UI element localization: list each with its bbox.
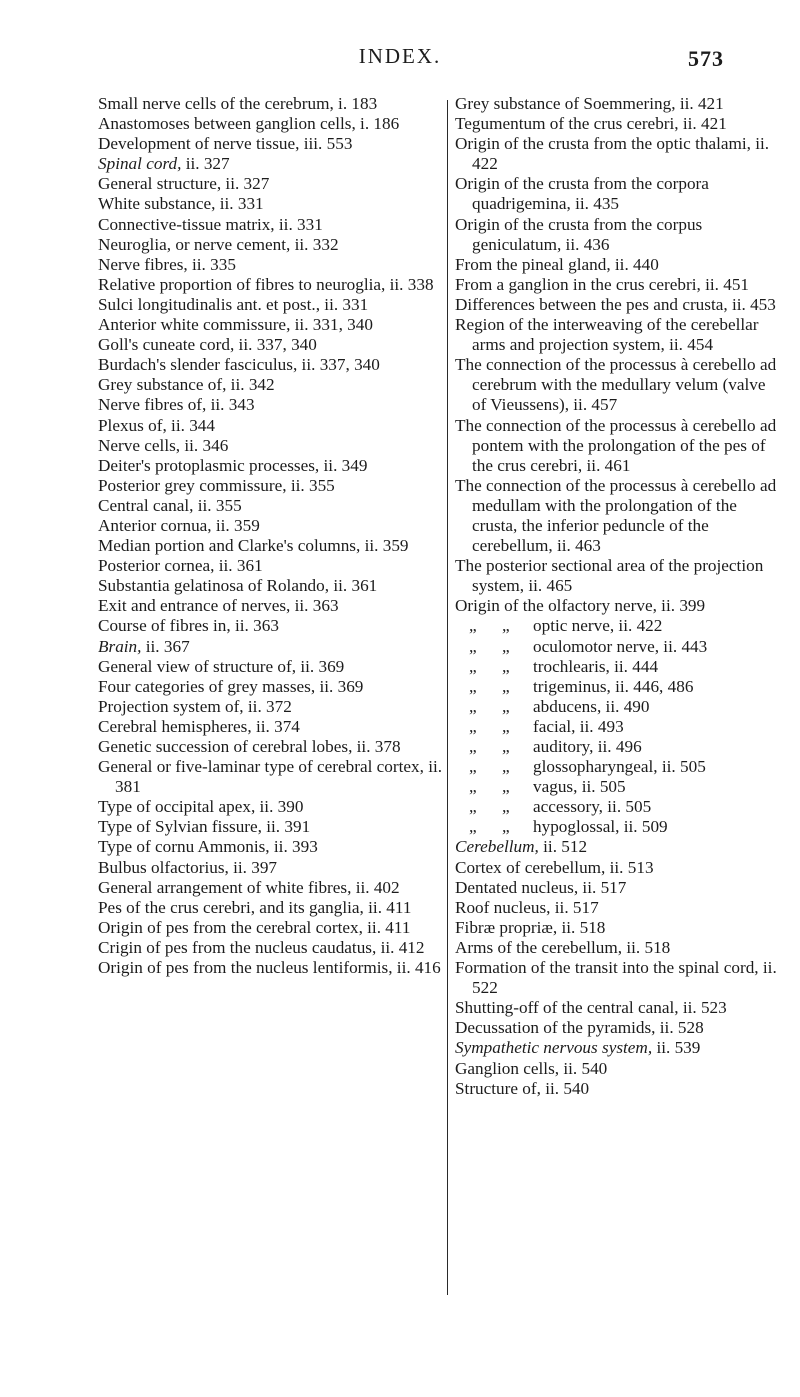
index-entry	[98, 757, 446, 797]
ditto-mark: „	[469, 636, 477, 656]
index-entry	[455, 476, 783, 556]
index-entry	[455, 1079, 783, 1099]
entry-text: Bulbus olfactorius, ii. 397	[98, 857, 278, 877]
ditto-mark: „	[502, 777, 510, 797]
index-entry	[98, 938, 446, 958]
heading-term: Spinal cord,	[98, 154, 182, 174]
entry-text: Crigin of pes from the nucleus caudatus, ii. 412	[98, 937, 425, 957]
entry-text: Deiter's protoplasmic processes, ii. 349	[98, 455, 368, 475]
ditto-mark: „	[469, 676, 477, 696]
entry-text: Anterior cornua, ii. 359	[98, 515, 260, 535]
entry-text: Nerve fibres of, ii. 343	[98, 395, 255, 415]
index-entry	[98, 476, 446, 496]
index-entry	[98, 576, 446, 596]
ditto-mark: „	[469, 656, 477, 676]
index-entry	[455, 295, 783, 315]
index-entry	[98, 918, 446, 938]
entry-text: accessory, ii. 505	[533, 797, 652, 817]
entry-text: Connective-tissue matrix, ii. 331	[98, 214, 323, 234]
index-entry	[98, 315, 446, 335]
index-entry	[98, 536, 446, 556]
ditto-mark: „	[469, 696, 477, 716]
page-header	[0, 44, 800, 84]
entry-text: ii. 512	[538, 837, 588, 857]
entry-text: Anastomoses between ganglion cells, i. 186	[98, 114, 400, 134]
index-entry	[455, 134, 783, 174]
entry-text: General structure, ii. 327	[98, 174, 270, 194]
index-entry	[98, 556, 446, 576]
heading-term: Sympathetic nervous system,	[455, 1038, 653, 1058]
index-entry	[98, 134, 446, 154]
index-entry	[98, 958, 446, 978]
index-entry	[98, 215, 446, 235]
entry-text: Origin of the crusta from the corpus geniculatum, ii. 436	[455, 214, 703, 254]
index-entry	[98, 898, 446, 918]
index-entry	[98, 697, 446, 717]
entry-text: Roof nucleus, ii. 517	[455, 897, 599, 917]
entry-text: Pes of the crus cerebri, and its ganglia, ii. 411	[98, 897, 412, 917]
index-entry	[98, 616, 446, 636]
index-heading	[455, 1038, 783, 1058]
index-entry	[455, 1018, 783, 1038]
entry-text: Relative proportion of fibres to neuroglia, ii. 338	[98, 274, 434, 294]
entry-text: Origin of pes from the nucleus lentiformis, ii. 416	[98, 958, 441, 978]
index-heading	[98, 154, 446, 174]
ditto-mark: „	[502, 797, 510, 817]
entry-text: Origin of the crusta from the optic thalami, ii. 422	[455, 134, 770, 174]
entry-text: Small nerve cells of the cerebrum, i. 183	[98, 94, 378, 113]
index-entry	[455, 1059, 783, 1079]
index-subentry	[455, 616, 783, 636]
index-entry	[455, 998, 783, 1018]
entry-text: The connection of the processus à cerebello ad pontem with the prolongation of the pes of the crus cerebri, ii. 461	[455, 415, 777, 475]
entry-text: oculomotor nerve, ii. 443	[533, 636, 708, 656]
index-entry	[98, 335, 446, 355]
index-entry	[98, 436, 446, 456]
entry-text: Substantia gelatinosa of Rolando, ii. 361	[98, 576, 378, 596]
index-entry	[455, 958, 783, 998]
entry-text: Grey substance of Soemmering, ii. 421	[455, 94, 724, 113]
index-heading	[98, 637, 446, 657]
entry-text: Origin of the crusta from the corpora quadrigemina, ii. 435	[455, 174, 709, 214]
index-subentry	[455, 757, 783, 777]
index-entry	[455, 94, 783, 114]
index-entry	[455, 556, 783, 596]
entry-text: Projection system of, ii. 372	[98, 696, 292, 716]
index-column-right	[455, 94, 783, 1099]
entry-text: auditory, ii. 496	[533, 737, 642, 756]
index-entry	[98, 596, 446, 616]
entry-text: abducens, ii. 490	[533, 696, 650, 716]
heading-term: Cerebellum,	[455, 837, 539, 857]
entry-text: Fibræ propriæ, ii. 518	[455, 917, 606, 937]
ditto-mark: „	[502, 656, 510, 676]
ditto-mark: „	[469, 716, 477, 736]
index-subentry	[455, 677, 783, 697]
index-entry	[98, 235, 446, 255]
index-entry	[98, 355, 446, 375]
index-subentry	[455, 737, 783, 757]
entry-text: Median portion and Clarke's columns, ii. 359	[98, 536, 409, 556]
index-entry	[98, 496, 446, 516]
index-entry	[98, 657, 446, 677]
entry-text: Burdach's slender fasciculus, ii. 337, 340	[98, 355, 380, 375]
entry-text: Genetic succession of cerebral lobes, ii. 378	[98, 737, 401, 756]
ditto-mark: „	[469, 777, 477, 797]
index-entry	[455, 858, 783, 878]
index-entry	[98, 174, 446, 194]
ditto-mark: „	[502, 636, 510, 656]
entry-text: trigeminus, ii. 446, 486	[533, 676, 694, 696]
index-subentry	[455, 697, 783, 717]
entry-text: From the pineal gland, ii. 440	[455, 254, 659, 274]
page-number: 573	[688, 46, 724, 71]
index-entry	[98, 516, 446, 536]
index-entry	[98, 114, 446, 134]
entry-text: Nerve fibres, ii. 335	[98, 254, 236, 274]
index-entry	[98, 456, 446, 476]
index-entry	[455, 918, 783, 938]
index-entry	[98, 275, 446, 295]
entry-text: Nerve cells, ii. 346	[98, 435, 229, 455]
ditto-mark: „	[502, 616, 510, 636]
entry-text: Neuroglia, or nerve cement, ii. 332	[98, 234, 339, 254]
entry-text: Cortex of cerebellum, ii. 513	[455, 857, 654, 877]
ditto-mark: „	[502, 676, 510, 696]
entry-text: Dentated nucleus, ii. 517	[455, 877, 627, 897]
index-entry	[455, 878, 783, 898]
index-subentry	[455, 717, 783, 737]
ditto-mark: „	[469, 797, 477, 817]
index-subentry	[455, 637, 783, 657]
index-entry	[455, 898, 783, 918]
entry-text: Posterior cornea, ii. 361	[98, 556, 263, 576]
entry-text: Ganglion cells, ii. 540	[455, 1058, 608, 1078]
entry-text: Cerebral hemispheres, ii. 374	[98, 716, 300, 736]
ditto-mark: „	[502, 757, 510, 777]
entry-text: Goll's cuneate cord, ii. 337, 340	[98, 335, 317, 355]
entry-text: Type of cornu Ammonis, ii. 393	[98, 837, 318, 857]
entry-text: Exit and entrance of nerves, ii. 363	[98, 596, 339, 616]
index-entry	[455, 174, 783, 214]
entry-text: Grey substance of, ii. 342	[98, 375, 275, 395]
entry-text: ii. 539	[652, 1038, 701, 1058]
entry-text: Four categories of grey masses, ii. 369	[98, 676, 364, 696]
index-entry	[98, 416, 446, 436]
index-entry	[455, 416, 783, 476]
entry-text: Arms of the cerebellum, ii. 518	[455, 937, 671, 957]
ditto-mark: „	[469, 616, 477, 636]
entry-text: Shutting-off of the central canal, ii. 523	[455, 998, 727, 1018]
entry-text: General or five-laminar type of cerebral cortex, ii. 381	[98, 757, 443, 797]
entry-text: Origin of the olfactory nerve, ii. 399	[455, 596, 706, 616]
index-entry	[98, 255, 446, 275]
running-head: INDEX.	[358, 44, 442, 68]
entry-text: General arrangement of white fibres, ii. 402	[98, 877, 400, 897]
entry-text: trochlearis, ii. 444	[533, 656, 659, 676]
index-entry	[98, 737, 446, 757]
index-entry	[98, 677, 446, 697]
entry-text: Plexus of, ii. 344	[98, 415, 215, 435]
entry-text: Development of nerve tissue, iii. 553	[98, 134, 353, 154]
entry-text: hypoglossal, ii. 509	[533, 817, 668, 837]
index-entry	[98, 94, 446, 114]
index-entry	[455, 355, 783, 415]
index-entry	[98, 837, 446, 857]
ditto-mark: „	[502, 696, 510, 716]
column-divider	[447, 100, 448, 1295]
index-subentry	[455, 777, 783, 797]
ditto-mark: „	[502, 817, 510, 837]
index-entry	[98, 817, 446, 837]
ditto-mark: „	[469, 757, 477, 777]
index-entry	[98, 295, 446, 315]
entry-text: optic nerve, ii. 422	[533, 616, 663, 636]
entry-text: ii. 327	[181, 154, 230, 174]
index-subentry	[455, 797, 783, 817]
entry-text: Course of fibres in, ii. 363	[98, 616, 279, 636]
entry-text: General view of structure of, ii. 369	[98, 656, 345, 676]
index-entry	[98, 717, 446, 737]
ditto-mark: „	[502, 737, 510, 756]
index-entry	[98, 395, 446, 415]
index-entry	[455, 215, 783, 255]
index-entry	[98, 797, 446, 817]
index-subentry	[455, 817, 783, 837]
entry-text: White substance, ii. 331	[98, 194, 264, 214]
index-entry	[455, 315, 783, 355]
entry-text: Posterior grey commissure, ii. 355	[98, 475, 335, 495]
entry-text: From a ganglion in the crus cerebri, ii. 451	[455, 274, 750, 294]
entry-text: Type of occipital apex, ii. 390	[98, 797, 304, 817]
entry-text: Central canal, ii. 355	[98, 495, 242, 515]
entry-text: The connection of the processus à cerebello ad medullam with the prolongation of the crusta, the inferior peduncle of the cerebellum, ii. 463	[455, 475, 777, 556]
entry-text: Differences between the pes and crusta, ii. 453	[455, 294, 776, 314]
entry-text: Origin of pes from the cerebral cortex, ii. 411	[98, 917, 411, 937]
index-entry	[455, 275, 783, 295]
index-entry	[455, 255, 783, 275]
entry-text: Formation of the transit into the spinal cord, ii. 522	[455, 958, 777, 998]
index-entry	[455, 114, 783, 134]
entry-text: Tegumentum of the crus cerebri, ii. 421	[455, 114, 727, 134]
index-column-left	[98, 94, 446, 978]
index-entry	[455, 938, 783, 958]
index-entry	[98, 375, 446, 395]
index-entry	[98, 878, 446, 898]
entry-text: ii. 367	[141, 636, 190, 656]
entry-text: Decussation of the pyramids, ii. 528	[455, 1018, 704, 1038]
entry-text: vagus, ii. 505	[533, 777, 626, 797]
entry-text: Anterior white commissure, ii. 331, 340	[98, 315, 373, 335]
index-heading	[455, 837, 783, 857]
entry-text: glossopharyngeal, ii. 505	[533, 757, 706, 777]
ditto-mark: „	[502, 716, 510, 736]
ditto-mark: „	[469, 737, 477, 756]
index-entry	[455, 596, 783, 616]
index-entry	[98, 194, 446, 214]
entry-text: The posterior sectional area of the projection system, ii. 465	[455, 556, 764, 596]
entry-text: facial, ii. 493	[533, 716, 624, 736]
heading-term: Brain,	[98, 636, 142, 656]
index-entry	[98, 858, 446, 878]
index-subentry	[455, 657, 783, 677]
ditto-mark: „	[469, 817, 477, 837]
entry-text: Sulci longitudinalis ant. et post., ii. 331	[98, 294, 369, 314]
entry-text: Type of Sylvian fissure, ii. 391	[98, 817, 311, 837]
entry-text: Region of the interweaving of the cerebellar arms and projection system, ii. 454	[455, 315, 759, 355]
entry-text: The connection of the processus à cerebello ad cerebrum with the medullary velum (valve of Vieussens), ii. 457	[455, 355, 777, 415]
entry-text: Structure of, ii. 540	[455, 1078, 590, 1098]
